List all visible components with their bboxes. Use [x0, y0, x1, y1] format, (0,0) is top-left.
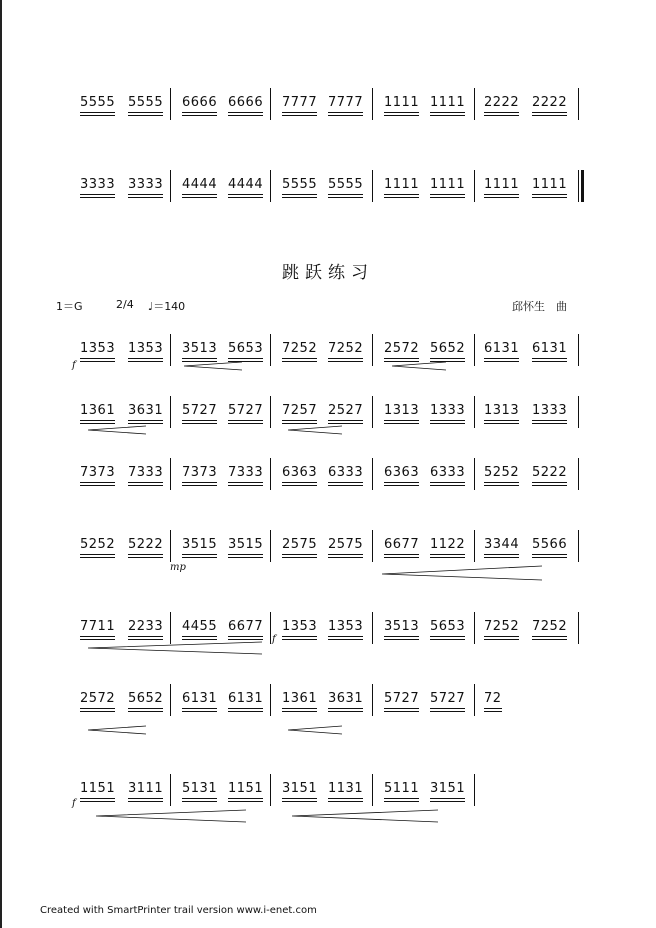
- note-digits: 1353: [128, 341, 164, 356]
- note-digits: 2222: [484, 95, 520, 110]
- hairpin: [288, 726, 342, 734]
- note-digits: 3151: [282, 781, 318, 796]
- dynamic-mezzo-piano: mp: [170, 562, 186, 573]
- note-digits: 5652: [430, 341, 466, 356]
- note-digits: 3344: [484, 537, 520, 552]
- note-digits: 1333: [430, 403, 466, 418]
- note-digits: 6677: [384, 537, 420, 552]
- note-digits: 1313: [384, 403, 420, 418]
- note-digits: 2527: [328, 403, 364, 418]
- note-digits: 1333: [532, 403, 568, 418]
- note-digits: 7252: [328, 341, 364, 356]
- note-digits: 5111: [384, 781, 420, 796]
- note-digits: 7373: [182, 465, 218, 480]
- note-digits: 5252: [80, 537, 116, 552]
- note-digits: 7711: [80, 619, 116, 634]
- dynamic-forte: f: [72, 360, 76, 371]
- note-digits: 7257: [282, 403, 318, 418]
- note-digits: 5222: [532, 465, 568, 480]
- note-digits: 7777: [282, 95, 318, 110]
- note-digits: 4455: [182, 619, 218, 634]
- score-title: 跳跃练习: [282, 263, 374, 283]
- note-digits: 5652: [128, 691, 164, 706]
- note-digits: 6677: [228, 619, 264, 634]
- note-digits: 2575: [282, 537, 318, 552]
- note-digits: 1313: [484, 403, 520, 418]
- note-digits: 7777: [328, 95, 364, 110]
- note-digits: 1131: [328, 781, 364, 796]
- note-digits: 1353: [328, 619, 364, 634]
- note-digits: 1111: [430, 177, 466, 192]
- note-digits: 6333: [328, 465, 364, 480]
- hairpin: [292, 810, 438, 822]
- note-digits: 7252: [484, 619, 520, 634]
- note-digits: 72: [484, 691, 502, 706]
- note-digits: 6131: [532, 341, 568, 356]
- footer-watermark: Created with SmartPrinter trail version www.i-enet.com: [40, 905, 317, 916]
- hairpin: [88, 726, 146, 734]
- note-digits: 5131: [182, 781, 218, 796]
- note-digits: 7333: [228, 465, 264, 480]
- note-digits: 1111: [532, 177, 568, 192]
- note-digits: 4444: [228, 177, 264, 192]
- note-digits: 5555: [282, 177, 318, 192]
- dynamic-forte: f: [72, 798, 76, 809]
- key-signature: 1＝G: [56, 300, 83, 313]
- note-digits: 1361: [80, 403, 116, 418]
- hairpin: [392, 362, 446, 370]
- note-digits: 5252: [484, 465, 520, 480]
- note-digits: 3513: [384, 619, 420, 634]
- note-digits: 6666: [182, 95, 218, 110]
- note-digits: 2222: [532, 95, 568, 110]
- hairpin: [88, 642, 262, 654]
- note-digits: 3333: [128, 177, 164, 192]
- hairpin: [184, 362, 242, 370]
- note-digits: 7373: [80, 465, 116, 480]
- note-digits: 2572: [80, 691, 116, 706]
- note-digits: 5555: [328, 177, 364, 192]
- note-digits: 7252: [282, 341, 318, 356]
- note-digits: 1361: [282, 691, 318, 706]
- note-digits: 3111: [128, 781, 164, 796]
- note-digits: 3515: [182, 537, 218, 552]
- note-digits: 5727: [384, 691, 420, 706]
- note-digits: 1111: [384, 177, 420, 192]
- hairpin: [288, 426, 342, 434]
- note-digits: 7333: [128, 465, 164, 480]
- note-digits: 3631: [128, 403, 164, 418]
- note-digits: 6333: [430, 465, 466, 480]
- hairpin: [382, 566, 542, 580]
- note-digits: 1353: [80, 341, 116, 356]
- note-digits: 2572: [384, 341, 420, 356]
- tempo-marking: ♩＝140: [148, 300, 186, 313]
- note-digits: 5727: [430, 691, 466, 706]
- note-digits: 1111: [384, 95, 420, 110]
- hairpin: [96, 810, 246, 822]
- note-digits: 5653: [228, 341, 264, 356]
- note-digits: 3513: [182, 341, 218, 356]
- note-digits: 6131: [484, 341, 520, 356]
- note-digits: 1111: [430, 95, 466, 110]
- note-digits: 5555: [80, 95, 116, 110]
- note-digits: 2233: [128, 619, 164, 634]
- note-digits: 6131: [182, 691, 218, 706]
- note-digits: 1151: [80, 781, 116, 796]
- note-digits: 3151: [430, 781, 466, 796]
- note-digits: 5727: [182, 403, 218, 418]
- note-digits: 5555: [128, 95, 164, 110]
- note-digits: 1122: [430, 537, 466, 552]
- note-digits: 5653: [430, 619, 466, 634]
- note-digits: 2575: [328, 537, 364, 552]
- note-digits: 3515: [228, 537, 264, 552]
- note-digits: 4444: [182, 177, 218, 192]
- note-digits: 5566: [532, 537, 568, 552]
- note-digits: 1353: [282, 619, 318, 634]
- note-digits: 6363: [384, 465, 420, 480]
- note-digits: 6131: [228, 691, 264, 706]
- note-digits: 1111: [484, 177, 520, 192]
- dynamic-forte: f: [272, 634, 276, 645]
- composer-credit: 邱怀生 曲: [512, 300, 567, 313]
- note-digits: 6666: [228, 95, 264, 110]
- note-digits: 7252: [532, 619, 568, 634]
- note-digits: 6363: [282, 465, 318, 480]
- note-digits: 3333: [80, 177, 116, 192]
- time-signature: 2/4: [116, 298, 134, 311]
- note-digits: 3631: [328, 691, 364, 706]
- note-digits: 5222: [128, 537, 164, 552]
- note-digits: 1151: [228, 781, 264, 796]
- hairpin: [88, 426, 146, 434]
- note-digits: 5727: [228, 403, 264, 418]
